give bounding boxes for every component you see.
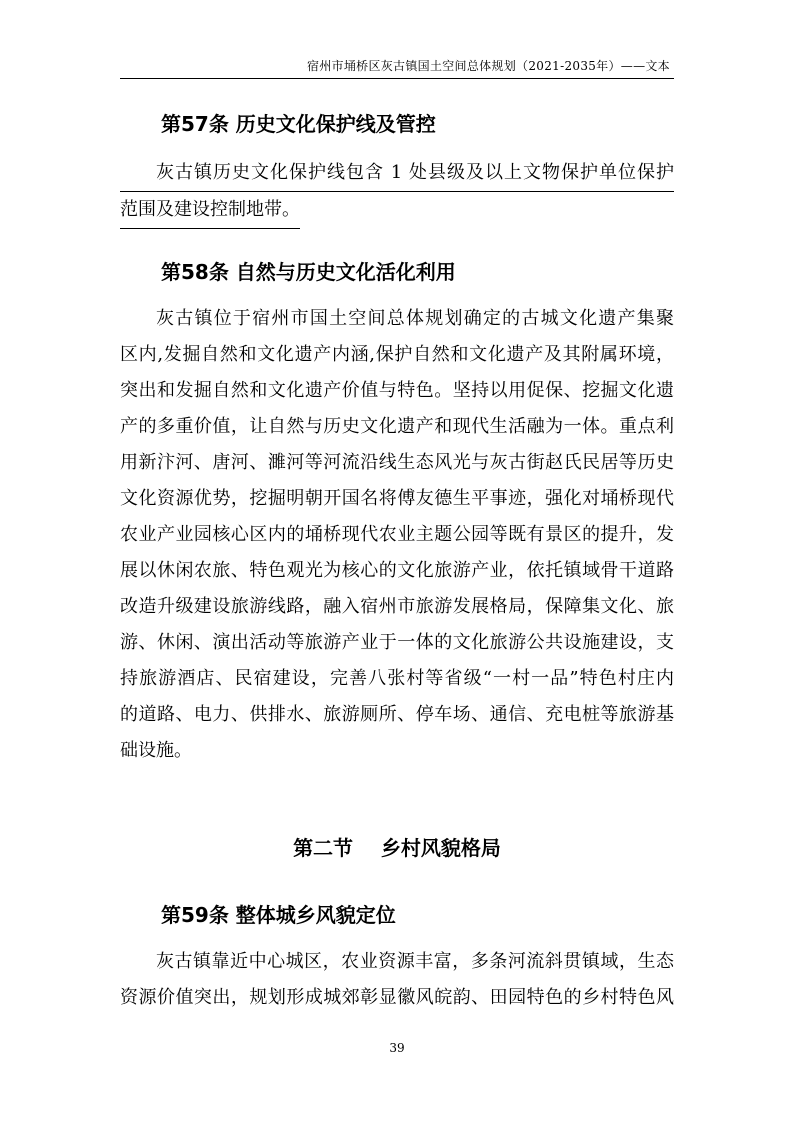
page-number: 39	[389, 1041, 405, 1055]
article-58-line-13: 础设施。	[120, 740, 192, 761]
article-57-body	[120, 155, 674, 229]
article-58-body	[120, 301, 674, 769]
article-58-line-2: 区内,发掘自然和文化遗产内涵,保护自然和文化遗产及其附属环境，	[120, 344, 674, 365]
article-58-line-8: 展以休闲农旅、特色观光为核心的文化旅游产业，依托镇域骨干道路	[120, 560, 674, 581]
article-58-line-4: 产的多重价值，让自然与历史文化遗产和现代生活融为一体。重点利	[120, 416, 674, 437]
article-58-line-7: 农业产业园核心区内的埇桥现代农业主题公园等既有景区的提升，发	[120, 524, 674, 545]
article-58-line-5: 用新汴河、唐河、濉河等河流沿线生态风光与灰古街赵氏民居等历史	[120, 452, 674, 473]
article-57-line-2: 范围及建设控制地带。	[120, 192, 300, 229]
article-59-heading: 第59条 整体城乡风貌定位	[161, 903, 396, 927]
article-58-line-9: 改造升级建设旅游线路，融入宿州市旅游发展格局，保障集文化、旅	[120, 596, 674, 617]
article-58-line-6: 文化资源优势，挖掘明朝开国名将傅友德生平事迹，强化对埇桥现代	[120, 488, 674, 509]
article-58-line-10: 游、休闲、演出活动等旅游产业于一体的文化旅游公共设施建设，支	[120, 632, 674, 653]
article-57-line-1: 灰古镇历史文化保护线包含 1 处县级及以上文物保护单位保护	[120, 155, 674, 192]
article-58-line-1: 灰古镇位于宿州市国土空间总体规划确定的古城文化遗产集聚	[156, 308, 674, 329]
header-rule	[120, 78, 674, 79]
article-59-body	[120, 944, 674, 1016]
article-58-heading: 第58条 自然与历史文化活化利用	[161, 260, 456, 284]
article-57-heading: 第57条 历史文化保护线及管控	[161, 112, 436, 136]
section-2-title: 第二节 乡村风貌格局	[293, 836, 501, 860]
article-59-line-1: 灰古镇靠近中心城区，农业资源丰富，多条河流斜贯镇域，生态	[156, 951, 674, 972]
article-59-line-2: 资源价值突出，规划形成城郊彰显徽风皖韵、田园特色的乡村特色风	[120, 987, 674, 1008]
article-58-line-12: 的道路、电力、供排水、旅游厕所、停车场、通信、充电桩等旅游基	[120, 704, 674, 725]
header-title: 宿州市埇桥区灰古镇国土空间总体规划（2021-2035年）——文本	[306, 59, 670, 73]
article-58-line-3: 突出和发掘自然和文化遗产价值与特色。坚持以用促保、挖掘文化遗	[120, 380, 674, 401]
article-58-line-11: 持旅游酒店、民宿建设，完善八张村等省级“一村一品”特色村庄内	[120, 668, 674, 689]
